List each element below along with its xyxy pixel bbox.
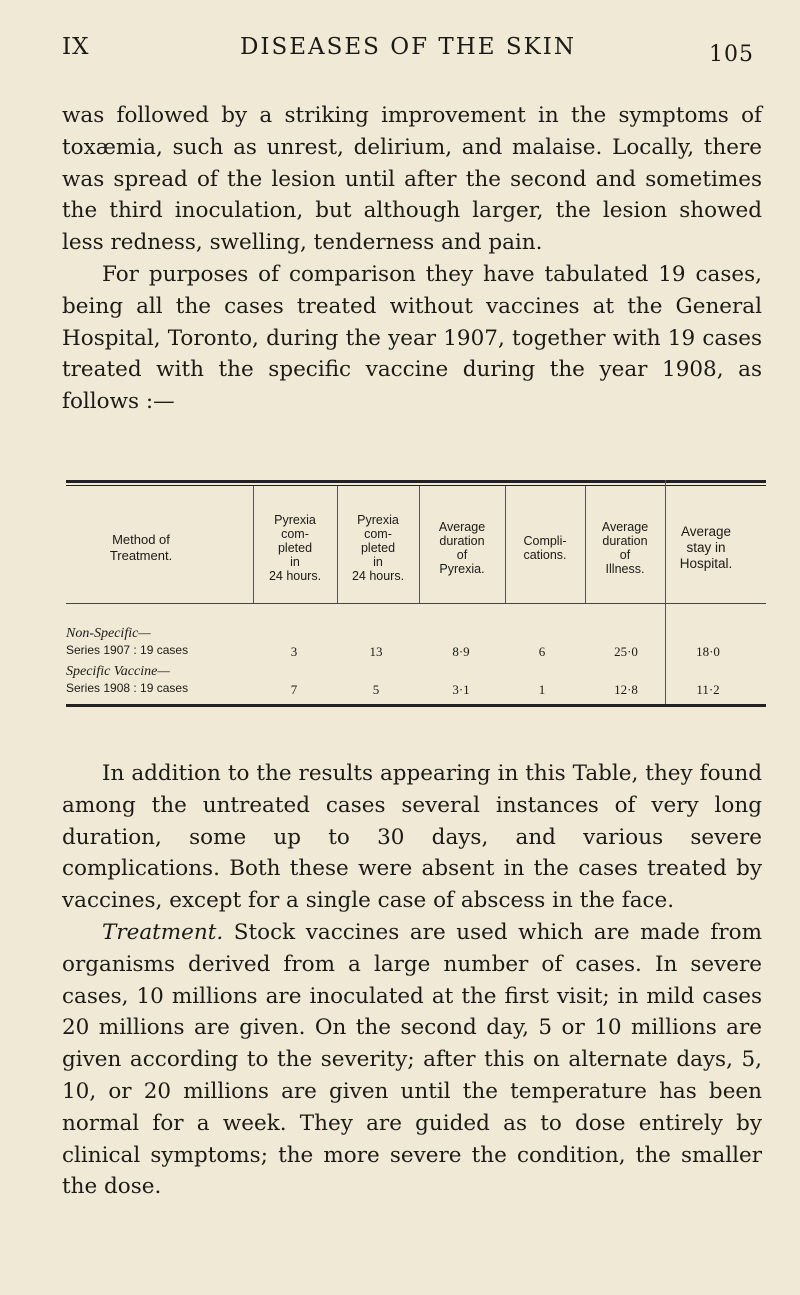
- table-top-rule: [66, 480, 766, 483]
- paragraph-4: [62, 917, 762, 1203]
- table-row-label: [66, 664, 188, 696]
- paragraph-3: In addition to the results appearing in this Table, they found among the untreated cases several instances of very long duration, some up to 30 days, and various severe complications. Both these were absent in the cases treated by vaccines, except for a single case of abscess in the face.: [62, 761, 762, 914]
- header-avg-pyrexia: Average duration of Pyrexia.: [438, 520, 486, 576]
- comparison-table: [66, 480, 766, 708]
- header-complications: Compli- cations.: [523, 534, 567, 562]
- text-block-top: [62, 100, 762, 418]
- table-cell: 7: [290, 682, 298, 697]
- table-cell: 5: [372, 682, 380, 697]
- table-cell: 3: [290, 644, 298, 659]
- row-category: Non-Specific—: [66, 626, 151, 641]
- table-bottom-rule: [66, 704, 766, 707]
- row-series: Series 1908 : 19 cases: [66, 681, 189, 695]
- header-pyrexia-2: Pyrexia com- pleted in 24 hours.: [351, 513, 405, 583]
- paragraph-2: For purposes of comparison they have tabulated 19 cases, being all the cases treated without vaccines at the General Hospital, Toronto, during the year 1907, together with 19 cases treated with the specific vaccine during the year 1908, as follows :—: [62, 261, 762, 415]
- chapter-number: IX: [62, 34, 90, 60]
- table-top-rule-thin: [66, 485, 766, 486]
- header-method: Method of Treatment.: [109, 532, 173, 563]
- row-series: Series 1907 : 19 cases: [66, 643, 189, 657]
- table-cell: 12·8: [614, 682, 638, 697]
- table-row-label: [66, 626, 188, 658]
- table-cell: 8·9: [452, 644, 470, 659]
- table-cell: 3·1: [452, 682, 470, 697]
- paragraph-4-body: Stock vaccines are used which are made from organisms derived from a large number of cases. In severe cases, 10 millions are inoculated at the first visit; in mild cases 20 millions are given. On the second day, 5 or 10 millions are given according to the severity; after this on alternate days, 5, 10, or 20 millions are given until the temperature has been normal for a week. They are guided as to dose entirely by clinical symptoms; the more severe the condition, the smaller the dose.: [62, 919, 762, 1200]
- table-header-rule: [66, 603, 766, 604]
- header-hospital-stay: Average stay in Hospital.: [679, 524, 733, 571]
- table-cell: 18·0: [696, 644, 720, 659]
- text-block-bottom: [62, 758, 762, 1203]
- page-number: 105: [709, 42, 754, 67]
- paragraph-4-lead: Treatment.: [102, 919, 224, 945]
- table-cell: 1: [538, 682, 546, 697]
- row-category: Specific Vaccine—: [66, 664, 170, 679]
- table-cell: 11·2: [696, 682, 720, 697]
- header-pyrexia-1: Pyrexia com- pleted in 24 hours.: [268, 513, 322, 583]
- table-cell: 25·0: [614, 644, 638, 659]
- chapter-title: DISEASES OF THE SKIN: [239, 34, 577, 60]
- running-header: [62, 34, 754, 74]
- paragraph-1: was followed by a striking improvement in the symptoms of toxæmia, such as unrest, delirium, and malaise. Locally, there was spread of the lesion until after the second and sometimes the third inoculation, but although larger, the lesion showed less redness, swelling, tenderness and pain.: [62, 103, 762, 256]
- table-cell: 13: [369, 644, 383, 659]
- table-cell: 6: [538, 644, 546, 659]
- header-avg-illness: Average duration of Illness.: [601, 520, 649, 576]
